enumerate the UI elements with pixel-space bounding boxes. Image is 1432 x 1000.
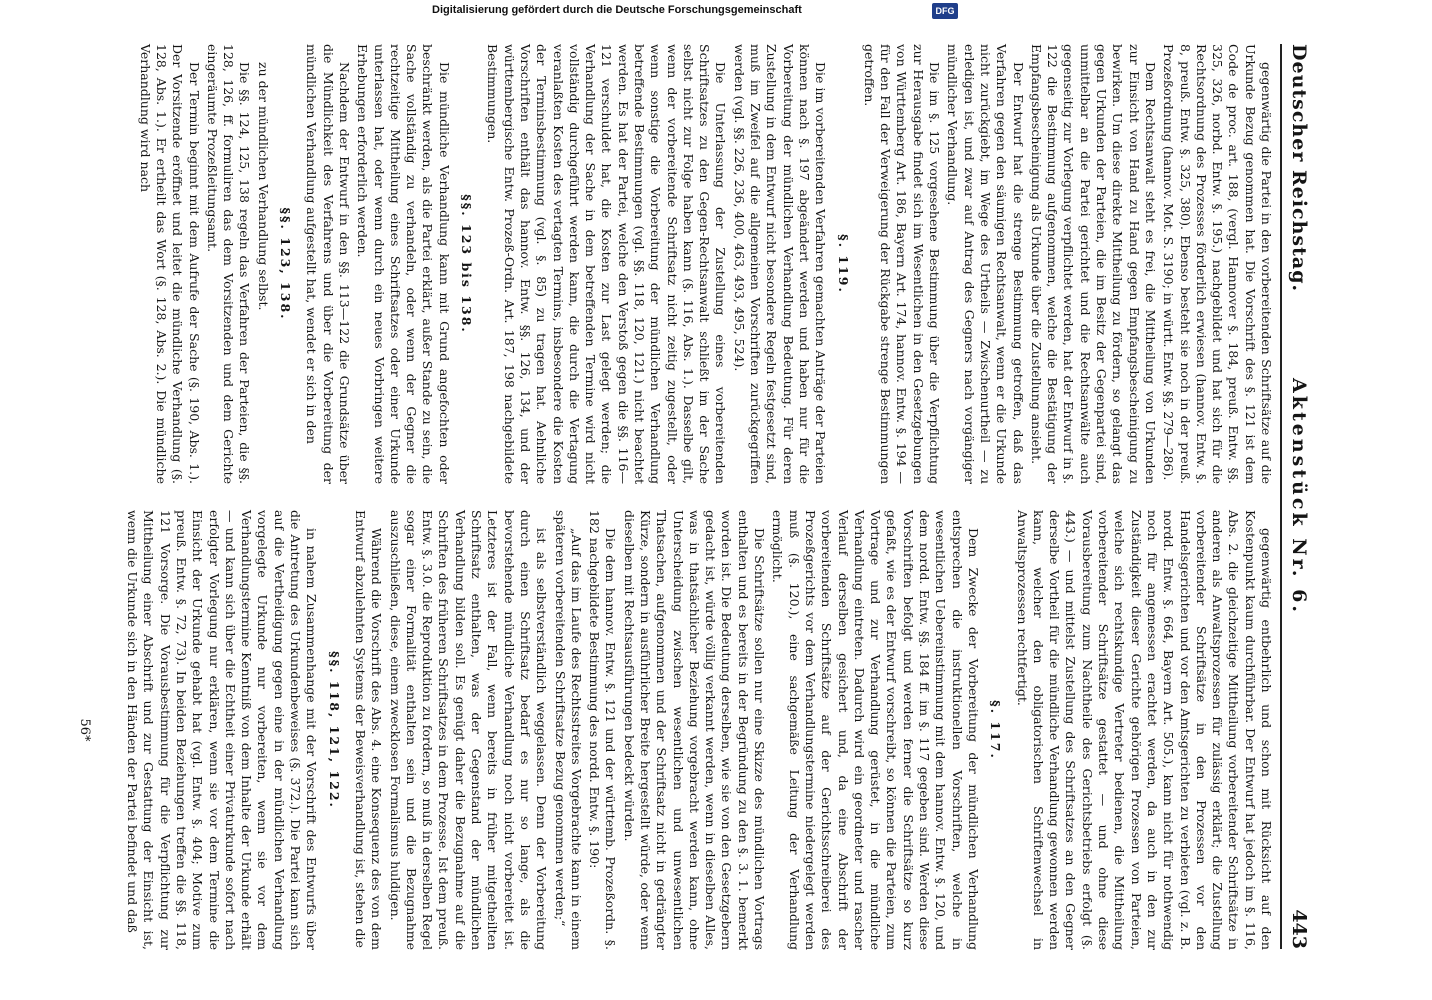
paragraph: ist als selbstverständlich weggelassen. Denn der Vorbereitung durch einen Schriftsatz bedarf es nur so lange, als die bevorstehende mündliche Verhandlung noch nicht vorbereitet ist. Letzteres ist der Fall, wenn bereits in früher mitgetheilten Schriftsatz enthalten, was der Gegenstand der mündlichen Verhandlung bilden soll. Es genügt daher die Bezugnahme auf die Schriften des früheren Schriftsatzes in dem Prozesse. Ist dem preuß. Entw. §. 3.0. die Reproduktion zu fordern, so muß in derselben Regel sogar einer Formalität enthalten sein und die Bezugnahme auszuschließen, diese, einem zwecklosen Formalismus huldigen. [387,510,550,950]
header-document-number: Aktenstück Nr. 6. [1288,378,1310,615]
section-heading: §§. 118, 121, 122. [326,651,342,809]
paragraph: in nahem Zusammenhange mit der Vorschrift des Entwurfs über die Antretung des Urkundenbeweises (§. 372.). Die Partei kann sich auf die Vertheidigung gegen eine in der mündlichen Verhandlung vorgelegte Urkunde nur vorbereiten, wenn sie vor dem Verhandlungstermine Kenntniß von dem Inhalte der Urkunde erhält — und kann sich über die Echtheit einer Privaturkunde sofort nach erfolgter Vorlegung nur erklären, wenn sie vor dem Termine die Einsicht der Urkunde gehabt hat (vgl. Entw. §. 404; Motive zum preuß. Entw. §. 72, 73). In beiden Beziehungen treffen die §§. 118, 121 Vorsorge. Die Vorausbestimmung für die Verpflichtung zur Mittheilung einer Abschrift und zur Gestattung der Einsicht ist, wenn die Urkunde sich in den Händen der Partei befindet und daß [125,510,320,950]
section-heading: §§. 123, 138. [278,207,294,321]
paragraph: Die im §. 125 vorgesehene Bestimmung über die Verpflichtung zur Herausgabe findet sich im Wesentlichen in den Gesetzgebungen von Württemberg Art. 186, Bayern Art. 174, hannov. Entw. §. 194 — für den Fall der Verweigerung der Rückgabe strenge Bestimmungen getroffen. [861,44,943,484]
paragraph: Dem Rechtsanwalt steht es frei, die Mittheilung von Urkunden zur Einsicht von Hand zu Hand gegen Empfangsbescheinigung zu bewirken. Um diese direkte Mittheilung zu fördern, so gelangt das gegen Urkunden der Parteien, die im Besitz der Gegenpartei sind, unmittelbar an die Partei gerichtet und die Rechtsanwälte auch gegenseitig zur Vorlegung verpflichtet werden, hat der Entwurf in §. 122 die Bestimmung aufgenommen, welche die Bestätigung der Empfangsbescheinigung als Urkunde über die Zustellung ansieht. [1028,44,1158,484]
section-heading: §. 119. [835,234,851,294]
paragraph: Die Schriftsätze sollen nur eine Skizze des mündlichen Vortrags enthalten und es bereits in der Begründung zu den §. 3. 1. bemerkt worden ist. Die Bedeutung derselben, wie sie von den Gesetzgebern gedacht ist, würde völlig verkannt werden, wenn in dieselben Alles, was in thatsächlicher Beziehung vorgebracht werden kann, ohne Unterscheidung zwischen wesentlichen und unwesentlichen Thatsachen, aufgenommen und der Schriftsatz nicht in gedrängter Kürze, sondern in ausführlicher Breite hergestellt würde, oder wenn dieselben mit Rechtsausführungen bedeckt würden. [621,510,768,950]
paragraph: Nachdem der Entwurf in den §§. 113—122 die Grundsätze über die Mündlichkeit des Verfahrens und über die Vorbereitung der mündlichen Verhandlung aufgestellt hat, wendet er sich in den [304,44,352,484]
header-page-number: 443 [1288,909,1310,949]
dfg-logo-icon: DFG [932,3,958,19]
paragraph: Die Unterlassung der Zustellung eines vorbereitenden Schriftsatzes zu den Gegen-Rechtsanwalt schließt im der Sache selbst nicht zur Folge haben kann (§. 116, Abs. 1.). Dasselbe gilt, wenn der vorbereitende Schriftsatz nicht zeitig zugestellt, oder wenn sonstige die Vorbereitung der mündlichen Verhandlung betreffende Bestimmungen (vgl. §§. 118, 120, 121.) nicht beachtet werden. Es hat der Partei, welche den Verstoß gegen die §§. 116—121 verschuldet hat, die Kosten zur Last gelegt werden; die Verhandlung der Sache in dem betreffenden Termine wird nicht vollständig durchgeführt werden kann, die durch die Vertagung veranlaßten Kosten des vertagten Termins, insbesondere die Kosten der Terminsbestimmung (vgl. §. 85) zu tragen hat. Aehnliche Vorschriften enthält das hannov. Entw. §§. 126, 134, und der württembergische Entw. Prozeß-Ordn. Art. 187, 198 nachgebildete Bestimmungen. [485,44,729,484]
section-heading: §. 117. [988,700,1004,760]
header-publication: Deutscher Reichstag. [1288,44,1310,293]
paragraph: gegenwärtig entbehrlich und schon mit Rücksicht auf den Kostenpunkt kaum durchführbar. Der Entwurf hat jedoch im §. 116, Abs. 2. die gleichzeitige Mittheilung vorbereitender Schriftsätze in anderen als Anwaltsprozessen für zulässig erklärt; die Zustellung vorbereitender Schriftsätze in den Prozessen vor den Handelsgerichten und vor den Amtsgerichten zu verbieten (vgl. z. B. nordd. Entw. §. 664, Bayern Art. 505.), kann nicht für nothwendig noch für angemessen erachtet werden, da auch in den zur Zuständigkeit dieser Gerichte gehörigen Prozessen von Parteien, welche sich rechtskundige Vertreter bedienen, die Mittheilung vorbereitender Schriftsätze gestattet — und ohne diese Vorausbereitung zum Nachtheile des Gerichtsbetriebs erfolgt (§. 443.) — und mittelst Zustellung des Schriftsatzes an den Gegner derselbe Vortheil für die mündliche Verhandlung gewonnen werden kann, welcher den obligatorischen Schriftenwechsel in Anwaltsprozessen rechtfertigt. [1014,510,1274,950]
left-text-column [134,44,1274,484]
paragraph: Die im vorbereitenden Verfahren gemachten Anträge der Parteien können nach §. 197 abgeändert werden und haben nur für die Vorbereitung der mündlichen Verhandlung Bedeutung. Für deren Zustellung in dem Entwurf nicht besondere Regeln festgesetzt sind, muß im Zweifel auf die allgemeinen Vorschriften zurückgegriffen werden (vgl. §§. 226, 236, 400, 463, 493, 495, 524). [731,44,829,484]
paragraph: Der Termin beginnt mit dem Aufrufe der Sache (§. 190, Abs. 1.). Der Vorsitzende eröffnet und leitet die mündliche Verhandlung (§. 128, Abs. 1.). Er ertheilt das Wort (§. 128, Abs. 2.). Die mündliche Verhandlung wird nach [137,44,202,484]
digitization-credit [432,0,1432,26]
credit-text: Digitalisierung gefördert durch die Deutsche Forschungsgemeinschaft [432,4,802,16]
paragraph: zu der mündlichen Verhandlung selbst. [255,62,271,311]
right-text-column [125,510,1274,950]
paragraph: gegenwärtig die Partei in den vorbereitenden Schriftsätze auf die Urkunde Bezug genommen hat. Die Vorschrift des §. 121 ist dem Code de proc. art. 188, (vergl. Hannover §. 184, preuß. Entw. §§. 325, 326, norbd. Entw. §. 195.) nachgebildet und hat sich für die Rechtsordnung des Prozesses förderlich erwiesen (hannov. Entw. §. 8, preuß. Entw. §. 325, 380). Ebenso besteht sie noch in der preuß. Prozeßordnung (hannov. Mot. S. 3190; in württ. Entw. §§. 279—286). [1161,44,1274,484]
paragraph: Die mündliche Verhandlung kann mit Grund angefochten oder beschränkt werden, als die Partei erklärt, außer Stande zu sein, die Sache vollständig zu verhandeln, oder wenn der Gegner die rechtzeitige Mittheilung eines Schriftsatzes oder einer Urkunde unterlassen hat, oder wenn durch ein neues Vorbringen weitere Erhebungen erforderlich werden. [355,44,452,484]
section-heading: §§. 123 bis 138. [459,194,475,334]
paragraph: Der Entwurf hat die strenge Bestimmung getroffen, daß das Verfahren gegen den säumigen Rechtsanwalt, wenn er die Urkunde nicht zurückgiebt, im Wege des Urtheils — Zwischenurtheil — zu erledigen ist, und zwar auf Antrag des Gegners nach vorgängiger mündlicher Verhandlung. [945,44,1026,484]
paragraph: Dem Zwecke der Vorbereitung der mündlichen Verhandlung entsprechen die instruktionellen Vorschriften, welche in wesentlichen Uebereinstimmung mit dem hannov. Entw. §. 120, und dem nordd. Entw. §§. 184 ff. im §. 117 gegeben sind. Werden diese Vorschriften befolgt und werden ferner die Schriftsätze so kurz gefaßt, wie es der Entwurf vorschreibt, so können die Parteien, zum Vortrage und zur Verhandlung gerüstet, in die mündliche Verhandlung eintreten. Dadurch wird ein geordneter und rascher Verlauf derselben gesichert und, da eine Abschrift der vorbereitenden Schriftsätze auf der Gerichtsschreiberei des Prozeßgerichts vor dem Verhandlungstermine niedergelegt werden muß (§. 120.), eine sachgemäße Leitung der Verhandlung ermöglicht. [770,510,981,950]
paragraph: „Auf das im Laufe des Rechtsstreites Vorgebrachte kann in einem späteren vorbereitenden Schriftsatze Bezug genommen werden;“ [552,510,584,950]
page-header [1280,44,1314,949]
paragraph: Während die Vorschrift des Abs. 4. eine Konsequenz des von dem Entwurf abzulehnten Systems der Beweisverhandlung ist, stehen die [352,510,385,950]
sheet-number: 56* [77,718,92,742]
paragraph: Die dem hannov. Entw. §. 121 und der württemb. Prozeßordn. §. 182 nachgebildete Bestimmung des nordd. Entw. §. 190: [587,510,619,950]
paragraph: Die §§. 124, 125, 138 regeln das Verfahren der Parteien, die §§. 128, 126, ff. formuliren das dem Vorsitzenden und dem Gerichte eingeräumte Prozeßleitungsamt. [204,44,253,484]
